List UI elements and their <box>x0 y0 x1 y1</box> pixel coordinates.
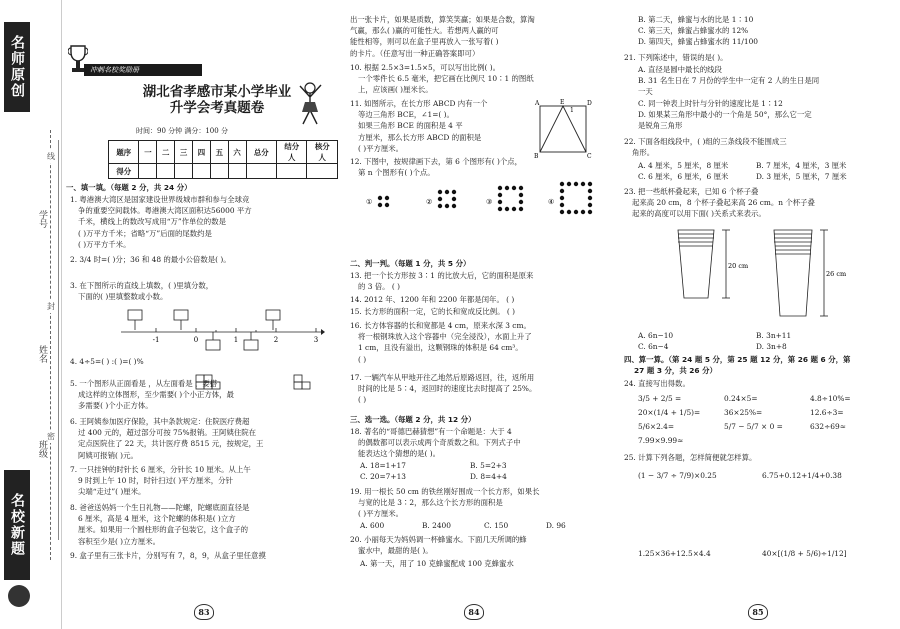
calc-item: 4.8÷10%= <box>810 394 851 403</box>
brand-bottom-logo: 名校新题 <box>4 470 30 580</box>
cheering-figure-icon <box>294 80 326 128</box>
question-line: ( )平方厘米。 <box>358 509 404 519</box>
question-line: 7. 一只挂钟的时针长 6 厘米，分针长 10 厘米。从上午 <box>70 465 251 474</box>
page-number-badge: 85 <box>748 604 768 620</box>
question-6 <box>66 416 338 461</box>
option-a[interactable]: A. 6n−10 <box>638 331 674 340</box>
question-line: 20. 小丽每天为妈妈调一杯蜂蜜水。下面几天所调的蜂 <box>350 535 527 544</box>
exam-meta: 时间：90 分钟 满分：100 分 <box>136 127 228 135</box>
question-17 <box>350 372 616 406</box>
option-d[interactable]: D. 第四天，蜂蜜占蜂蜜水的 11/100 <box>638 37 759 47</box>
question-line: 上，应该画( )厘米长。 <box>358 85 433 95</box>
option-d[interactable]: D. 3n+8 <box>756 342 787 352</box>
question-line: 尖端“走过”( )厘米。 <box>78 487 146 497</box>
calc-grid-24 <box>624 392 896 448</box>
option-c[interactable]: C. 150 <box>484 521 509 530</box>
calc-item: 5/7 − 5/7 × 0 = <box>724 422 783 431</box>
figure-label: ② <box>426 198 433 206</box>
tick-label: -1 <box>152 336 160 344</box>
column-2 <box>350 0 616 629</box>
question-line: ( )平方厘米。 <box>358 143 404 153</box>
score-input-cell[interactable] <box>307 164 338 179</box>
svg-text:1: 1 <box>570 107 574 114</box>
title-line: 湖北省孝感市某小学毕业 <box>142 84 292 100</box>
option-c[interactable]: C. 6n−4 <box>638 342 669 352</box>
question-line: 6. 王阿姨参加医疗保险，其中条款规定：住院医疗费超 <box>70 417 250 426</box>
dot-pattern-diagram <box>352 178 614 222</box>
options-21 <box>624 64 896 131</box>
question-23 <box>624 186 896 220</box>
question-9-cont <box>350 14 616 59</box>
score-value-row <box>109 164 338 179</box>
figure-label: ④ <box>548 198 555 206</box>
option-c[interactable]: C. 20=7+13 <box>360 472 406 482</box>
question-9: 9. 盒子里有三张卡片，分别写有 7，8，9，从盒子里任意摸 <box>70 551 266 560</box>
svg-text:A: A <box>535 100 540 107</box>
question-line: 6 厘米，高是 4 厘米，这个陀螺的体积是( )立方 <box>78 514 236 524</box>
section-heading: 一、填一填。（每题 2 分，共 24 分） <box>66 183 192 192</box>
option-b[interactable]: B. 2400 <box>422 521 451 530</box>
question-24: 24. 直接写出得数。 <box>624 379 690 388</box>
question-line: 阿姨可报销( )元。 <box>78 450 138 460</box>
option-a[interactable]: A. 直径是圆中最长的线段 <box>638 65 722 74</box>
question-line: 12. 下图中，按规律画下去，第 6 个图形有( )个点， <box>350 157 523 166</box>
question-line: 时间的比是 5∶4，返回时的速度比去时提高了 25%。 <box>358 384 537 394</box>
seal-line <box>58 140 59 540</box>
question-22 <box>624 136 896 158</box>
option-d[interactable]: D. 8=4+4 <box>470 472 507 482</box>
tick-label: 3 <box>313 336 319 344</box>
question-line: 气赢，那么( )赢的可能性大。若想两人赢的可 <box>350 26 499 36</box>
question-line: 13. 把一个长方形按 3∶1 的比放大后，它的面积是原来 <box>350 271 534 280</box>
question-line: 17. 一辆汽车从甲地开往乙地然后原路返回，往，返所用 <box>350 373 535 382</box>
question-line: 容积至少是( )立方厘米。 <box>78 536 161 546</box>
tick-label: 1 <box>233 336 239 344</box>
calc-item: 40×[(1/8 + 5/6)÷1/12] <box>762 549 847 558</box>
question-10 <box>350 62 616 96</box>
options-23 <box>624 330 896 352</box>
option-c[interactable]: C. 第三天，蜂蜜占蜂蜜水的 12% <box>638 26 749 36</box>
score-input-cell[interactable] <box>139 164 157 179</box>
calc-item: 6.75+0.12+1/4+0.38 <box>762 471 842 480</box>
option-b[interactable]: B. 7 厘米，4 厘米，3 厘米 <box>756 161 847 170</box>
section-line: 27 题 3 分，共 26 分） <box>634 366 717 376</box>
score-cell: 得分 <box>109 164 139 179</box>
question-line: 能性相等，则可以在盒子里再放入一张写着( ) <box>350 37 499 47</box>
options-18 <box>350 460 616 482</box>
question-line: 的 3 倍。 ( ) <box>358 282 401 292</box>
question-line: 过 400 元的，超过部分可按 75%报销。王阿姨住院在 <box>78 428 257 438</box>
option-a[interactable]: A. 第一天，用了 10 克蜂蜜配成 100 克蜂蜜水 <box>360 559 514 568</box>
question-18 <box>350 426 616 460</box>
question-line: 出一张卡片，如果是质数，算笑笑赢；如果是合数，算淘 <box>350 15 535 24</box>
score-input-cell[interactable] <box>175 164 193 179</box>
class-label: 班级 <box>37 440 47 458</box>
stacked-cups-diagram <box>666 222 866 322</box>
banner: 冲刺名校奖励册 <box>84 64 202 76</box>
page-title <box>122 84 312 116</box>
score-cell: 三 <box>175 141 193 164</box>
score-input-cell[interactable] <box>246 164 276 179</box>
score-cell: 一 <box>139 141 157 164</box>
column-3 <box>624 0 896 629</box>
calc-item: 3/5 + 2/5 = <box>638 394 682 403</box>
question-13 <box>350 270 616 292</box>
section-heading: 三、选一选。（每题 2 分，共 12 分） <box>350 415 476 424</box>
svg-text:E: E <box>560 99 565 106</box>
question-3 <box>66 280 338 302</box>
page-number <box>748 604 768 620</box>
question-line: 下面的( )里填整数或小数。 <box>78 292 168 302</box>
question-20 <box>350 534 616 556</box>
fold-word: 密 <box>47 432 55 441</box>
question-line: 能表达这个猜想的是( )。 <box>358 449 441 459</box>
calc-item: 632÷69≈ <box>810 422 846 431</box>
options-20-cont <box>624 14 896 48</box>
option-a[interactable]: A. 18=1+17 <box>360 461 406 470</box>
publisher-logo-icon <box>8 585 30 607</box>
question-line: 3. 在下图所示的直线上填数，( )里填分数， <box>70 281 214 290</box>
tick-label: 2 <box>273 336 279 344</box>
question-16 <box>350 320 616 365</box>
question-19 <box>350 486 616 520</box>
calc-item: (1 − 3/7 ÷ 7/9)×0.25 <box>638 471 717 480</box>
fold-line <box>50 130 51 560</box>
question-line: 角形。 <box>632 148 655 158</box>
score-input-cell[interactable] <box>210 164 228 179</box>
question-line: 千米，横线上的数改写成用“万”作单位的数是 <box>78 217 226 227</box>
calc-grid-25b <box>624 548 896 559</box>
question-line: 11. 如图所示，在长方形 ABCD 内有一个 <box>350 99 488 108</box>
page-number-badge: 84 <box>464 604 484 620</box>
question-line: ( )万平方千米；省略“万”后面的尾数约是 <box>78 228 212 238</box>
question-1 <box>66 194 338 250</box>
options-22 <box>624 160 896 182</box>
fold-word: 封 <box>47 302 55 311</box>
svg-text:D: D <box>587 100 592 107</box>
question-line: 第 n 个图形有( )个点。 <box>358 168 435 178</box>
rectangle-triangle-diagram <box>532 98 594 160</box>
calc-item: 0.24×5= <box>724 394 758 403</box>
name-label: 姓名 <box>37 345 47 363</box>
question-line: 19. 用一根长 50 cm 的铁丝刚好围成一个长方形，如果长 <box>350 487 540 496</box>
option-c[interactable]: C. 同一钟表上时针与分针的速度比是 1∶12 <box>638 98 783 108</box>
question-14: 14. 2012 年、1200 年和 2200 年都是闰年。 ( ) <box>350 295 515 304</box>
score-input-cell[interactable] <box>277 164 307 179</box>
score-input-cell[interactable] <box>193 164 211 179</box>
question-line: 9 时到上午 10 时，时针扫过( )平方厘米，分针 <box>78 476 233 486</box>
student-id-label: 学号 <box>37 210 47 228</box>
fold-word: 线 <box>47 152 55 161</box>
calc-item: 1.25×36+12.5×4.4 <box>638 549 711 558</box>
question-line: 将一根钢珠放入这个容器中（完全浸没），水面上升了 <box>358 332 532 342</box>
option-d[interactable]: D. 如果某三角形中最小的一个角是 50°，那么它一定 <box>638 109 812 119</box>
question-line: 定点医院住了 22 天，共计医疗费 8515 元，按规定，王 <box>78 439 264 449</box>
question-25: 25. 计算下列各题，怎样简便就怎样算。 <box>624 453 757 462</box>
column-1 <box>66 0 338 629</box>
question-15: 15. 长方形的面积一定，它的长和宽成反比例。 ( ) <box>350 307 515 316</box>
score-cell: 核分人 <box>307 141 338 164</box>
figure-label: ③ <box>486 198 493 206</box>
score-cell: 结分人 <box>277 141 307 164</box>
question-line: 一个零件长 6.5 毫米，把它画在比例尺 10∶1 的图纸 <box>358 74 534 84</box>
calc-grid-25 <box>624 470 896 481</box>
options-19 <box>350 520 616 531</box>
question-line: 多需要( )个小正方体。 <box>78 401 153 411</box>
calc-item: 5/6×2.4= <box>638 422 675 431</box>
question-line: 8. 爸爸送妈妈一个生日礼物——陀螺，陀螺底面直径是 <box>70 503 250 512</box>
calc-item: 12.6÷3= <box>810 408 844 417</box>
score-cell: 四 <box>193 141 211 164</box>
option-b[interactable]: B. 第二天，蜂蜜与水的比是 1∶10 <box>638 15 754 24</box>
question-line: 18. 著名的“哥德巴赫猜想”有一个命题是：大于 4 <box>350 427 512 436</box>
question-12 <box>350 156 616 178</box>
question-line: 方厘米，那么长方形 ABCD 的面积是 <box>358 132 482 142</box>
question-line: 10. 根据 2.5×3=1.5×5，可以写出比例( )。 <box>350 63 500 72</box>
question-line: 成这样的立体图形，至少需要( )个小正方体，最 <box>78 390 234 400</box>
option-b-cont: 一天 <box>638 87 653 97</box>
question-21: 21. 下列陈述中，错误的是( )。 <box>624 53 728 62</box>
question-line: 争的重要空间载体。粤港澳大湾区面积达56000 平方 <box>78 206 252 216</box>
question-line: ( ) <box>358 354 367 364</box>
question-line: 23. 把一些纸杯叠起来，已知 6 个杯子叠 <box>624 187 759 196</box>
question-line: 的偶数都可以表示成两个奇质数之和。下列式子中 <box>358 438 521 448</box>
score-cell: 总分 <box>246 141 276 164</box>
title-line: 升学会考真题卷 <box>169 100 265 116</box>
tick-label: 0 <box>193 336 199 344</box>
question-line: ( )万平方千米。 <box>78 239 131 249</box>
question-line: 的卡片。（任意写出一种正确答案即可） <box>350 48 480 58</box>
cup-height-label: 20 cm <box>728 262 749 270</box>
option-d[interactable]: D. 3 厘米，5 厘米，7 厘米 <box>756 172 847 182</box>
section-heading <box>624 354 896 376</box>
binding-strip <box>0 0 62 629</box>
calc-item: 36×25%= <box>724 408 763 417</box>
question-7 <box>66 464 338 498</box>
score-input-cell[interactable] <box>157 164 175 179</box>
question-line: 如果三角形 BCE 的面积是 4 平 <box>358 121 463 131</box>
svg-text:C: C <box>587 153 592 160</box>
calc-item: 7.99×9.99≈ <box>638 436 684 445</box>
score-cell: 题序 <box>109 141 139 164</box>
view-shapes-diagram <box>194 374 324 390</box>
question-line: 16. 长方体容器的长和宽都是 4 cm，原来水深 3 cm。 <box>350 321 531 330</box>
page-number-badge: 83 <box>194 604 214 620</box>
page-number <box>464 604 484 620</box>
question-line: ( ) <box>358 395 367 405</box>
calc-item: 20×(1/4 + 1/5)= <box>638 408 701 417</box>
score-cell: 六 <box>228 141 246 164</box>
question-line: 1. 粤港澳大湾区是国家建设世界级城市群和参与全球竞 <box>70 195 250 204</box>
score-table <box>108 140 338 179</box>
cup-height-label: 26 cm <box>826 270 847 278</box>
question-line: 22. 下面各组线段中，( )组的三条线段不能围成三 <box>624 137 787 146</box>
question-line: 1 cm，且没有溢出，这颗钢珠的体积是 64 cm³。 <box>358 343 523 353</box>
page-number <box>194 604 214 620</box>
question-line: 起来高 20 cm，8 个杯子叠起来高 26 cm。n 个杯子叠 <box>632 198 815 208</box>
score-cell: 二 <box>157 141 175 164</box>
option-d-cont: 是锐角三角形 <box>638 121 683 131</box>
question-8 <box>66 502 338 547</box>
svg-text:B: B <box>534 153 539 160</box>
score-cell: 五 <box>210 141 228 164</box>
score-input-cell[interactable] <box>228 164 246 179</box>
question-4: 4. 4÷5=( ) :( )=( )% <box>70 357 144 366</box>
section-heading: 二、判一判。（每题 1 分，共 5 分） <box>350 259 471 268</box>
question-line: 蜜水中，最甜的是( )。 <box>358 546 433 556</box>
brand-top-logo: 名师原创 <box>4 22 30 112</box>
score-header-row <box>109 141 338 164</box>
question-line: 与宽的比是 3∶2，那么这个长方形的面积是 <box>358 498 503 508</box>
option-b[interactable]: B. 3n+11 <box>756 331 792 340</box>
option-b[interactable]: B. 5=2+3 <box>470 461 507 470</box>
question-2: 2. 3/4 时=( )分；36 和 48 的最小公倍数是( )。 <box>70 255 231 264</box>
question-line: 起来的高度可以用下面( )关系式来表示。 <box>632 209 766 219</box>
question-line: 等边三角形 BCE，∠1=( )。 <box>358 110 454 120</box>
option-b[interactable]: B. 31 名生日在 7 月份的学生中一定有 2 人的生日是同 <box>638 76 820 86</box>
question-line: 5. 一个图形从正面看是 ，从左面看是 ，要搭 <box>70 379 218 388</box>
section-line: 四、算一算。（第 24 题 5 分，第 25 题 12 分，第 26 题 6 分，第 <box>624 355 851 364</box>
option-a[interactable]: A. 600 <box>360 521 385 530</box>
option-d[interactable]: D. 96 <box>546 521 566 530</box>
option-a[interactable]: A. 4 厘米，5 厘米，8 厘米 <box>638 161 729 170</box>
number-line-diagram <box>116 308 326 352</box>
question-line: 厘米。如果用一个圆柱形的盒子包装它，这个盒子的 <box>78 525 248 535</box>
option-c[interactable]: C. 6 厘米，6 厘米，6 厘米 <box>638 172 729 182</box>
figure-label: ① <box>366 198 373 206</box>
